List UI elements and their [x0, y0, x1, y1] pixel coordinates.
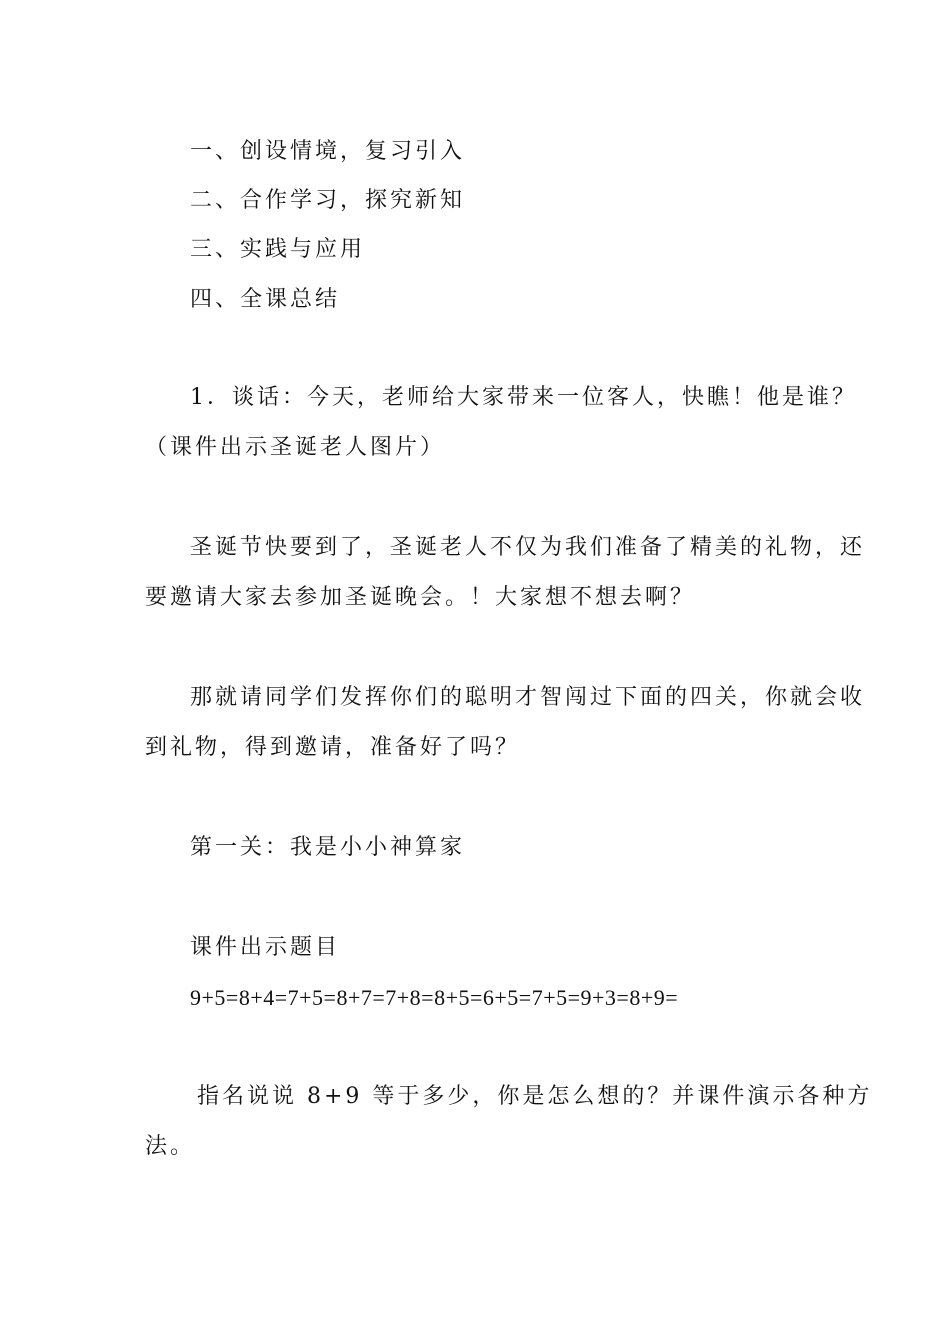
outline-item-2: 二、合作学习，探究新知	[190, 188, 466, 213]
level-one-heading: 第一关：我是小小神算家	[190, 835, 466, 860]
challenge-paragraph-line-1: 那就请同学们发挥你们的聪明才智闯过下面的四关，你就会收	[190, 685, 866, 710]
challenge-paragraph-line-2: 到礼物，得到邀请，准备好了吗？	[145, 735, 521, 760]
outline-item-4: 四、全课总结	[190, 287, 341, 312]
show-problems-label: 课件出示题目	[190, 935, 341, 960]
intro-dialogue-line-1: 1．谈话：今天，老师给大家带来一位客人，快瞧！他是谁？	[190, 385, 857, 410]
christmas-paragraph-line-2: 要邀请大家去参加圣诞晚会。！大家想不想去啊？	[145, 585, 696, 610]
outline-item-3: 三、实践与应用	[190, 237, 366, 262]
christmas-paragraph-line-1: 圣诞节快要到了，圣诞老人不仅为我们准备了精美的礼物，还	[190, 535, 866, 560]
equations-line: 9+5=8+4=7+5=8+7=7+8=8+5=6+5=7+5=9+3=8+9=	[190, 985, 679, 1010]
intro-dialogue-line-2: （课件出示圣诞老人图片）	[145, 435, 446, 460]
outline-item-1: 一、创设情境，复习引入	[190, 139, 466, 164]
explanation-line-2: 法。	[145, 1134, 196, 1159]
explanation-line-1: 指名说说 8+9 等于多少，你是怎么想的？并课件演示各种方	[197, 1084, 873, 1109]
